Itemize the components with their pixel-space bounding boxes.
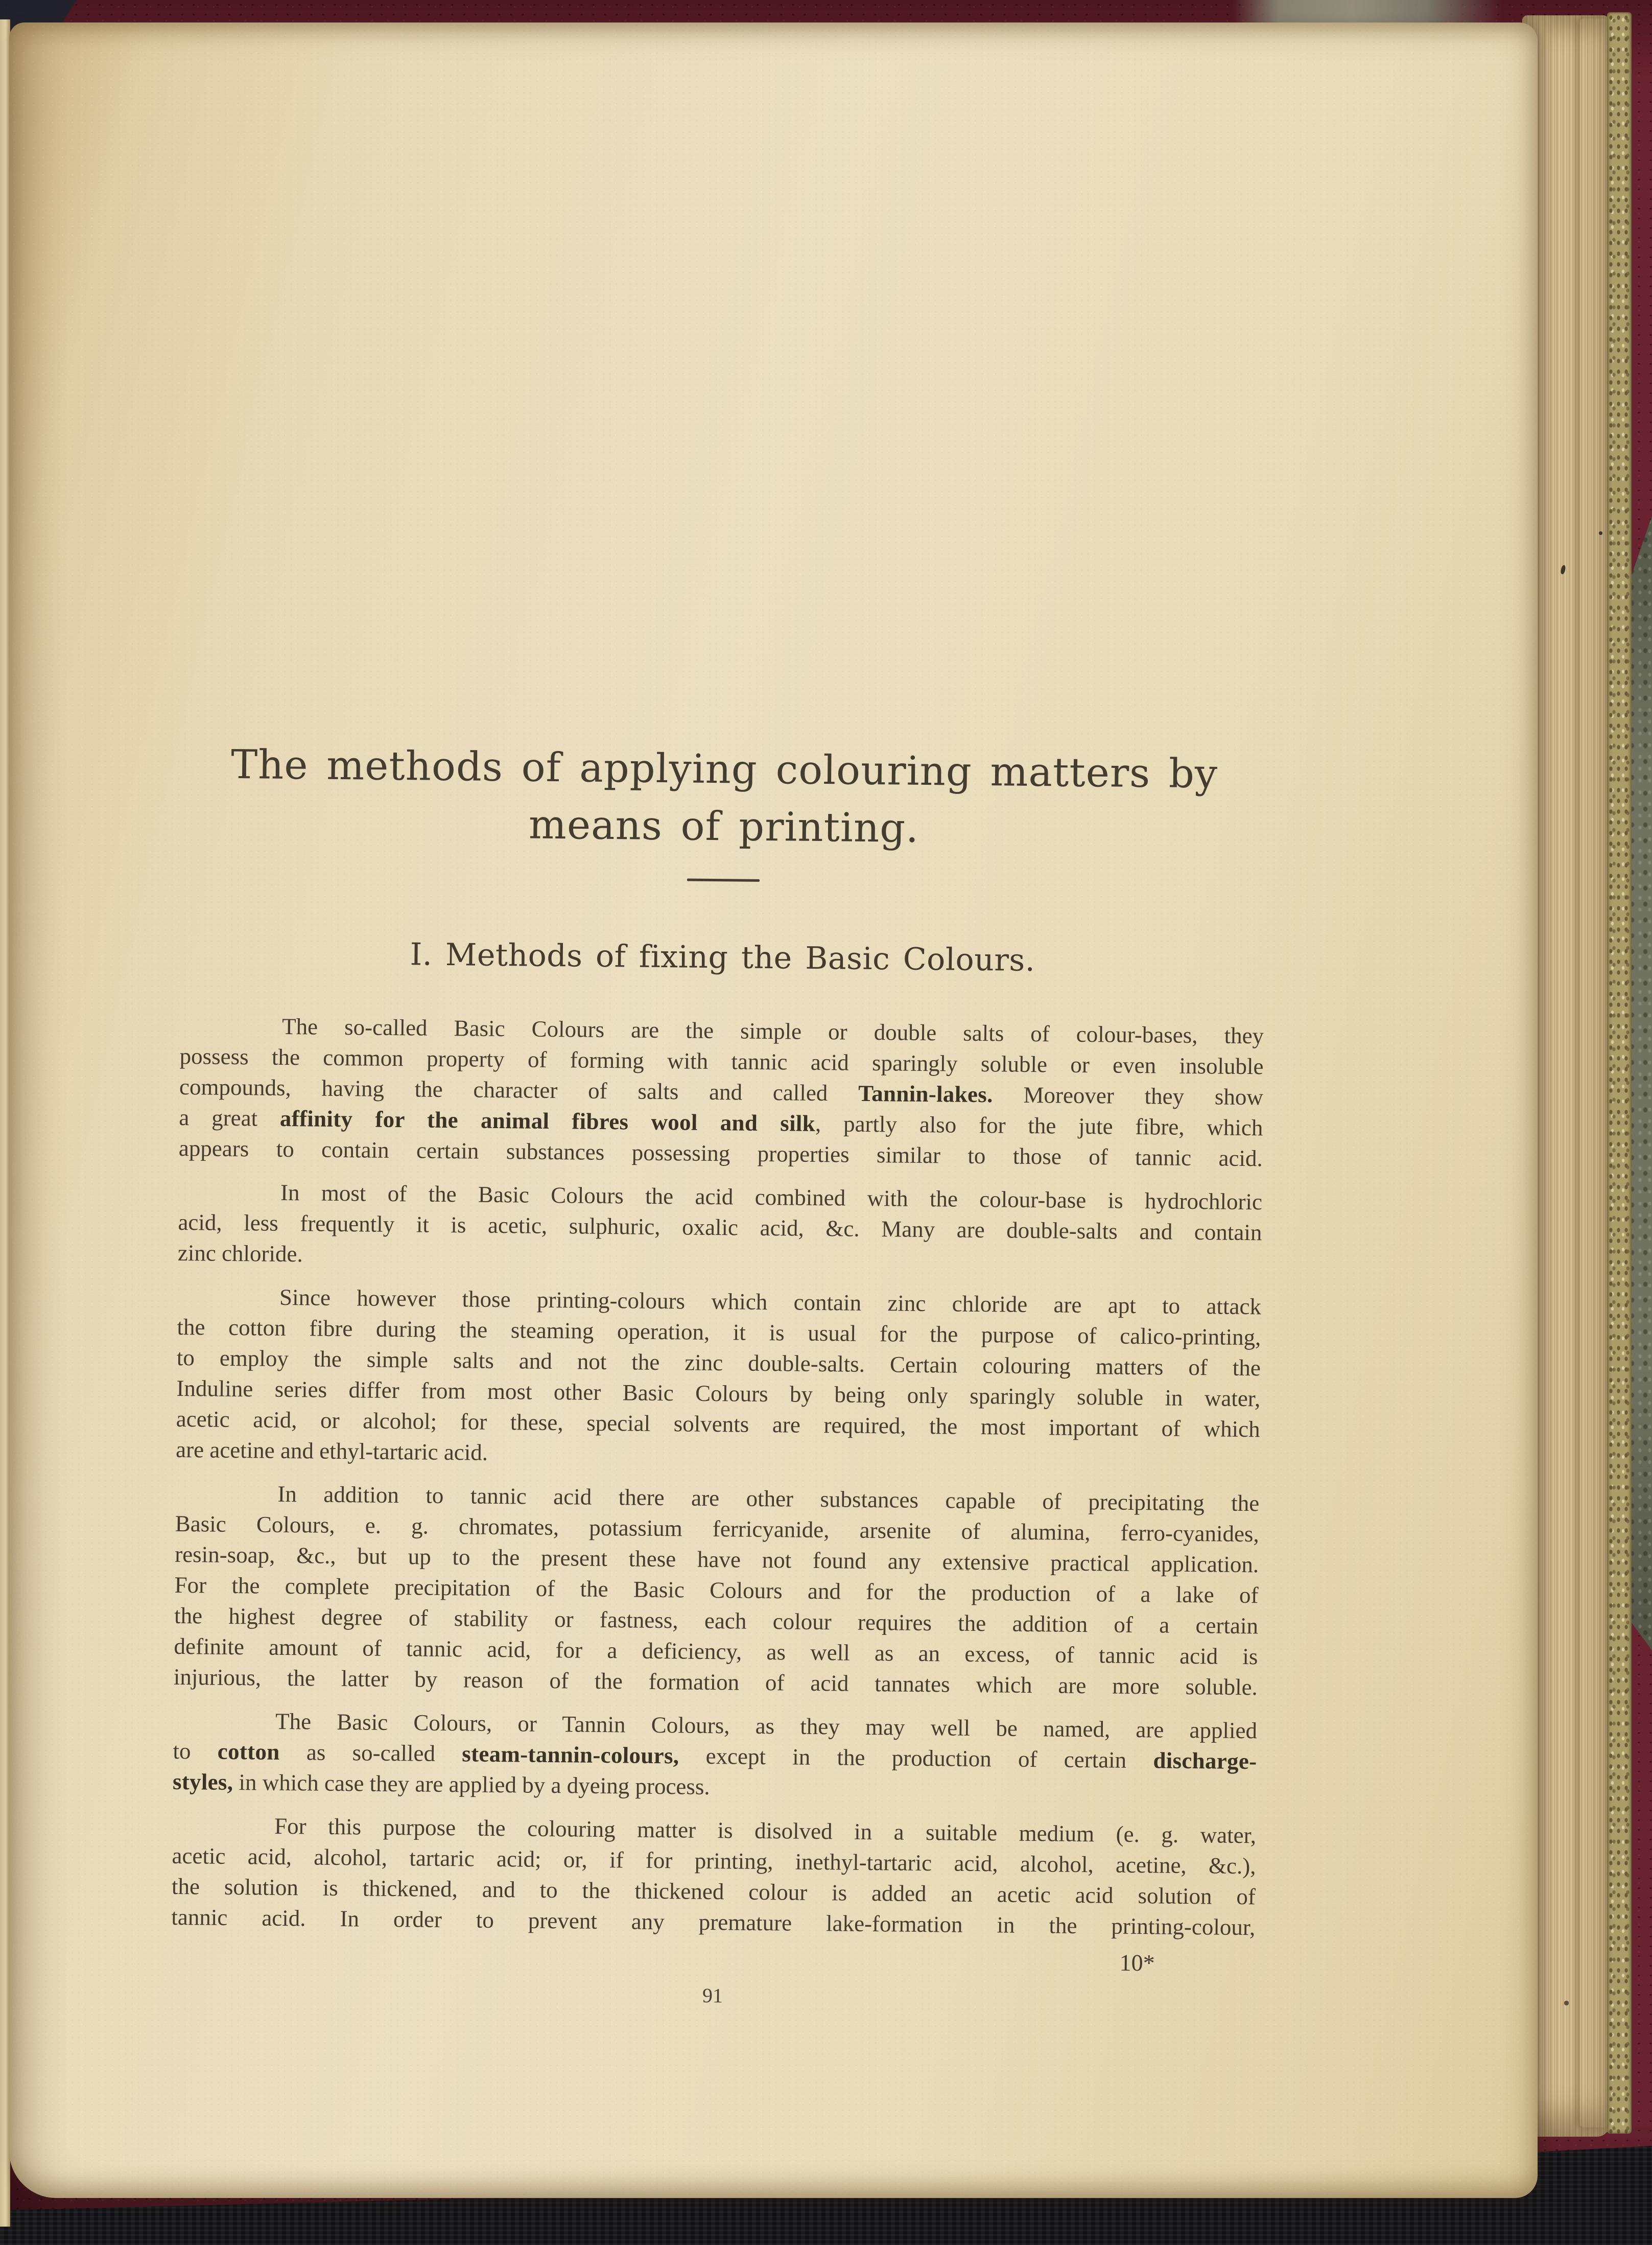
bold-run: affinity for the animal fibres wool and silk <box>279 1105 816 1136</box>
marbled-endpaper-edge <box>1607 12 1632 2134</box>
text-run: appears to contain certain substances possessing properties similar to those of tannic acid. <box>178 1135 1263 1172</box>
bold-run: cotton <box>217 1738 280 1765</box>
bold-run: Tannin-lakes. <box>858 1080 993 1108</box>
text-run: injurious, the latter by reason of the formation of acid tannates which are more soluble. <box>173 1664 1258 1700</box>
text-run: zinc chloride. <box>177 1240 303 1267</box>
ink-speck <box>1599 531 1602 535</box>
text-run: are acetine and ethyl-tartaric acid. <box>175 1436 488 1465</box>
text-run: except in the production of certain <box>679 1743 1153 1773</box>
signature-mark: 10* <box>1119 1949 1155 1976</box>
page-stack-step <box>1579 18 1608 2127</box>
bold-run: steam-tannin-colours, <box>462 1741 679 1769</box>
paragraph <box>174 1478 1260 1702</box>
text-run: the highest degree of stability or fastness, each colour requires the addition of a certain <box>174 1602 1259 1639</box>
title-line: The methods of applying colouring matters by <box>230 741 1218 798</box>
paragraph <box>176 1281 1261 1475</box>
text-run: , partly also for the jute fibre, which <box>815 1110 1263 1141</box>
text-run: acid, less frequently it is acetic, sulphuric, oxalic acid, &c. Many are double-salts and contain <box>178 1209 1262 1246</box>
bold-run: discharge- <box>1153 1747 1257 1774</box>
paragraph <box>171 1810 1256 1943</box>
text-run: Basic Colours, e. g. chromates, potassium ferricyanide, arsenite of alumina, ferro-cyanides, <box>175 1510 1259 1547</box>
title-line: means of printing. <box>528 802 919 852</box>
text-run: Induline series differ from most other Basic Colours by being only sparingly soluble in water, <box>176 1375 1261 1412</box>
body-paragraphs <box>171 1010 1264 1943</box>
paragraph <box>178 1176 1263 1278</box>
text-run: a great <box>179 1104 280 1131</box>
text-run: possess the common property of forming with tannic acid sparingly soluble or even insoluble <box>179 1043 1264 1080</box>
page-text <box>171 715 1267 2007</box>
text-run: to <box>173 1738 218 1764</box>
text-run: For this purpose the colouring matter is disolved in a suitable medium (e. g. water, <box>274 1813 1257 1849</box>
text-run: compounds, having the character of salts and called <box>179 1073 859 1106</box>
chapter-title <box>181 715 1266 860</box>
text-run: For the complete precipitation of the Basic Colours and for the production of a lake of <box>174 1572 1259 1608</box>
text-run: as so-called <box>279 1739 462 1767</box>
text-run: tannic acid. In order to prevent any premature lake-formation in the printing-colour, <box>171 1904 1256 1940</box>
page-number: 91 <box>702 1983 723 2007</box>
text-run: The Basic Colours, or Tannin Colours, as they may well be named, are applied <box>275 1708 1258 1744</box>
title-divider <box>687 878 760 881</box>
bold-run: styles, <box>172 1768 233 1795</box>
section-heading: I. Methods of fixing the Basic Colours. <box>410 937 1035 979</box>
text-run: Since however those printing-colours which contain zinc chloride are apt to attack <box>279 1284 1262 1320</box>
text-run: resin-soap, &c., but up to the present these have not found any extensive practical application. <box>174 1541 1259 1578</box>
text-run: in which case they are applied by a dyeing process. <box>233 1769 710 1799</box>
text-run: In addition to tannic acid there are other substances capable of precipitating the <box>277 1481 1260 1516</box>
text-run: The so-called Basic Colours are the simple or double salts of colour-bases, they <box>281 1013 1264 1049</box>
text-run: In most of the Basic Colours the acid combined with the colour-base is hydrochloric <box>280 1179 1263 1215</box>
text-run: acetic acid, or alcohol; for these, special solvents are required, the most important of which <box>176 1406 1260 1442</box>
underlying-page-edge <box>0 19 10 2227</box>
text-run: the cotton fibre during the steaming operation, it is usual for the purpose of calico-printing, <box>177 1314 1261 1350</box>
text-run: acetic acid, alcohol, tartaric acid; or, if for printing, inethyl-tartaric acid, alcohol, acetine, &c.), <box>172 1842 1256 1879</box>
paragraph <box>179 1010 1264 1174</box>
book-page <box>9 22 1538 2198</box>
ink-speck <box>1564 2001 1569 2005</box>
text-run: the solution is thickened, and to the thickened colour is added an acetic acid solution of <box>171 1873 1256 1910</box>
text-run: to employ the simple salts and not the zinc double-salts. Certain colouring matters of the <box>176 1344 1261 1381</box>
text-run: definite amount of tannic acid, for a deficiency, as well as an excess, of tannic acid is <box>174 1633 1258 1670</box>
text-run: Moreover they show <box>993 1082 1264 1110</box>
paragraph <box>173 1705 1258 1807</box>
